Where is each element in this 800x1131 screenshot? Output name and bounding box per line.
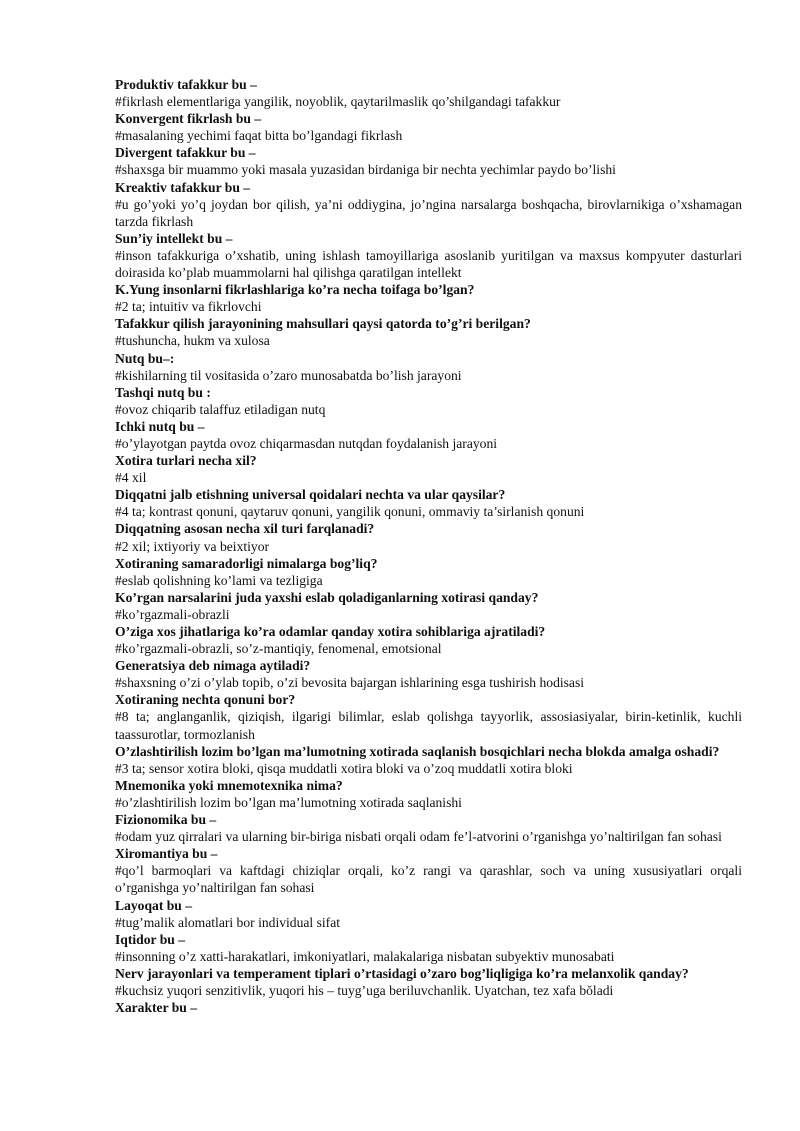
answer: #o’ylayotgan paytda ovoz chiqarmasdan nutqdan foydalanish jarayoni <box>115 435 498 451</box>
question: Ichki nutq bu – <box>115 418 205 434</box>
document-page <box>115 76 742 1016</box>
answer: #inson tafakkuriga o’xshatib, uning ishlash tamoyillariga asoslanib yuritilgan va maxsus kompyuter dasturlari doirasida ko’plab muammolarni hal qilishga qaratilgan intellekt <box>115 247 742 281</box>
answer: #masalaning yechimi faqat bitta bo’lgandagi fikrlash <box>115 128 403 144</box>
question: Mnemonika yoki mnemotexnika nima? <box>115 777 343 793</box>
answer: #2 xil; ixtiyoriy va beixtiyor <box>115 538 270 554</box>
question: Produktiv tafakkur bu – <box>115 77 257 92</box>
answer: #ovoz chiqarib talaffuz etiladigan nutq <box>115 401 326 417</box>
question: Iqtidor bu – <box>115 931 186 947</box>
answer: #odam yuz qirralari va ularning bir-biriga nisbati orqali odam fe’l-atvorini o’rganishga yo’naltirilgan fan sohasi <box>115 829 722 845</box>
question: Tashqi nutq bu : <box>115 384 211 400</box>
answer: #tug’malik alomatlari bor individual sifat <box>115 914 341 930</box>
question: Fizionomika bu – <box>115 812 217 828</box>
question: Nerv jarayonlari va temperament tiplari o’rtasidagi o’zaro bog’liqligiga ko’ra melanxolik qanday? <box>115 965 689 981</box>
question: K.Yung insonlarni fikrlashlariga ko’ra necha toifaga bo’lgan? <box>115 282 475 298</box>
question: Xarakter bu – <box>115 1000 198 1016</box>
answer: #shaxsning o’zi o’ylab topib, o’zi bevosita bajargan ishlarining esga tushirish hodisasi <box>115 675 585 691</box>
question: Xotiraning samaradorligi nimalarga bog’liq? <box>115 555 378 571</box>
answer: #3 ta; sensor xotira bloki, qisqa muddatli xotira bloki va o’zoq muddatli xotira bloki <box>115 760 573 776</box>
answer: #u go’yoki yo’q joydan bor qilish, ya’ni oddiygina, jo’ngina narsalarga boshqacha, birovlarnikiga o’xshamagan tarzda fikrlash <box>115 196 742 229</box>
question: Diqqatning asosan necha xil turi farqlanadi? <box>115 521 375 537</box>
question: Generatsiya deb nimaga aytiladi? <box>115 658 311 674</box>
answer: #ko’rgazmali-obrazli <box>115 606 230 622</box>
question: Xiromantiya bu – <box>115 846 218 862</box>
answer: #insonning o’z xatti-harakatlari, imkoniyatlari, malakalariga nisbatan subyektiv munosabati <box>115 948 615 964</box>
answer: #2 ta; intuitiv va fikrlovchi <box>115 299 262 315</box>
question: O’ziga xos jihatlariga ko’ra odamlar qanday xotira sohiblariga ajratiladi? <box>115 624 546 639</box>
answer: #kishilarning til vositasida o’zaro munosabatda bo’lish jarayoni <box>115 367 462 383</box>
answer: #4 ta; kontrast qonuni, qaytaruv qonuni, yangilik qonuni, ommaviy ta’sirlanish qonuni <box>115 504 585 520</box>
answer: #4 xil <box>115 470 147 486</box>
question: Tafakkur qilish jarayonining mahsullari qaysi qatorda to’g’ri berilgan? <box>115 316 531 332</box>
answer: #ko’rgazmali-obrazli, so’z-mantiqiy, fenomenal, emotsional <box>115 641 442 657</box>
answer: #qo’l barmoqlari va kaftdagi chiziqlar orqali, ko’z rangi va qarashlar, soch va uning xususiyatlari orqali o’rganishga yo’naltirilgan fan sohasi <box>115 863 742 896</box>
question: Ko’rgan narsalarini juda yaxshi eslab qoladiganlarning xotirasi qanday? <box>115 589 539 605</box>
answer: #tushuncha, hukm va xulosa <box>115 333 270 349</box>
question: Diqqatni jalb etishning universal qoidalari nechta va ular qaysilar? <box>115 487 506 503</box>
question: Xotiraning nechta qonuni bor? <box>115 692 296 708</box>
answer: #kuchsiz yuqori senzitivlik, yuqori his – tuyg’uga beriluvchanlik. Uyatchan, tez xafa bŏladi <box>115 982 614 998</box>
question: Xotira turlari necha xil? <box>115 453 257 469</box>
question: Nutq bu–: <box>115 350 175 366</box>
answer: #fikrlash elementlariga yangilik, noyoblik, qaytarilmaslik qo’shilgandagi tafakkur <box>115 94 561 110</box>
question: Konvergent fikrlash bu – <box>115 111 262 127</box>
question: Sun’iy intellekt bu – <box>115 230 233 246</box>
answer: #8 ta; anglanganlik, qiziqish, ilgarigi bilimlar, eslab qolishga tayyorlik, assosiasiyalar, birin-ketinlik, kuchli taassurotlar, tormozlanish <box>115 709 742 742</box>
question: Divergent tafakkur bu – <box>115 145 256 161</box>
answer: #shaxsga bir muammo yoki masala yuzasidan birdaniga bir nechta yechimlar paydo bo’lishi <box>115 162 616 178</box>
question: Kreaktiv tafakkur bu – <box>115 179 251 195</box>
question: O’zlashtirilish lozim bo’lgan ma’lumotning xotirada saqlanish bosqichlari necha blokda amalga oshadi? <box>115 743 720 759</box>
answer: #o’zlashtirilish lozim bo’lgan ma’lumotning xotirada saqlanishi <box>115 794 462 810</box>
question: Layoqat bu – <box>115 897 193 913</box>
answer: #eslab qolishning ko’lami va tezligiga <box>115 572 323 588</box>
